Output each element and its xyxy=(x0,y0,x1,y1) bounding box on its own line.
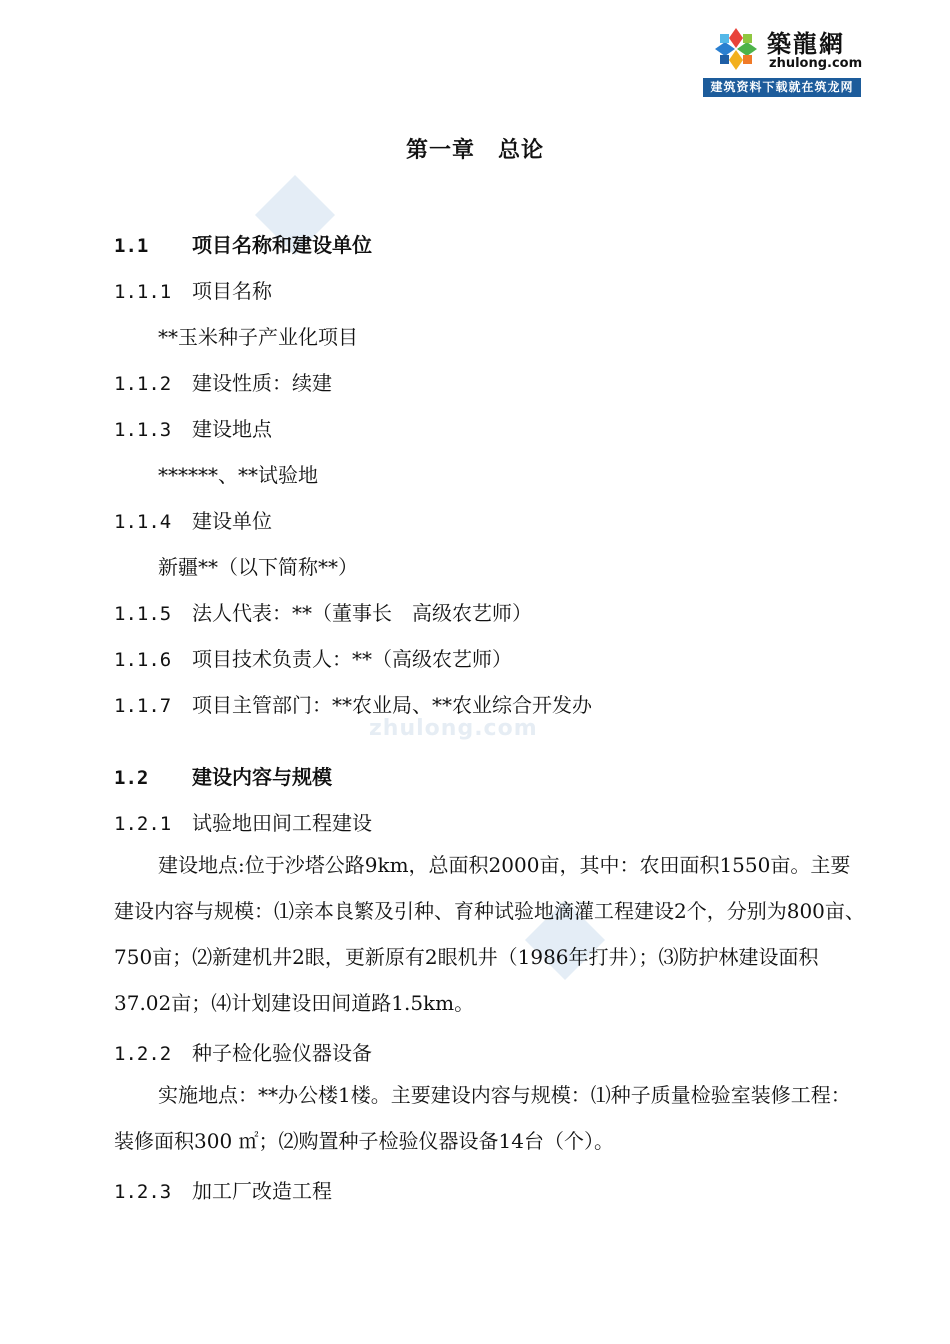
body-line: ******、**试验地 xyxy=(158,463,318,487)
section-heading-1-1 xyxy=(114,229,372,258)
zhulong-logo[interactable] xyxy=(703,20,861,98)
section-number: 1.2.1 xyxy=(114,813,172,835)
logo-brand-chinese: 築龍網 xyxy=(767,30,845,58)
section-number: 1.2.3 xyxy=(114,1181,172,1203)
section-number: 1.1.1 xyxy=(114,281,172,303)
section-label: 项目技术负责人：**（高级农艺师） xyxy=(192,647,512,671)
section-number: 1.2.2 xyxy=(114,1043,172,1065)
body-paragraph-field-works: 建设地点:位于沙塔公路9km，总面积2000亩，其中：农田面积1550亩。主要建设内容与规模：⑴亲本良繁及引种、育种试验地滴灌工程建设2个，分别为800亩、750亩；⑵新建机井2眼，更新原有2眼机井（1986年打井）；⑶防护林建设面积37.02亩；⑷计划建设田间道路1.5km。 xyxy=(114,853,865,1015)
subsection-1-2-1 xyxy=(114,807,372,836)
logo-brand-english: zhulong.com xyxy=(769,56,863,71)
section-number: 1.2 xyxy=(114,767,149,789)
section-heading-1-2 xyxy=(114,761,332,790)
section-number: 1.1.6 xyxy=(114,649,172,671)
section-label: 项目名称和建设单位 xyxy=(192,233,372,257)
watermark-text: zhulong.com xyxy=(369,716,538,741)
subsection-1-2-3 xyxy=(114,1175,332,1204)
section-number: 1.1.5 xyxy=(114,603,172,625)
subsection-1-1-5 xyxy=(114,597,532,626)
section-label: 试验地田间工程建设 xyxy=(192,811,372,835)
section-number: 1.1.4 xyxy=(114,511,172,533)
section-label: 建设单位 xyxy=(192,509,272,533)
section-label: 法人代表：**（董事长 高级农艺师） xyxy=(192,601,532,625)
subsection-1-1-2 xyxy=(114,367,332,396)
pinwheel-logo-icon xyxy=(707,24,765,74)
section-number: 1.1.3 xyxy=(114,419,172,441)
section-number: 1.1.2 xyxy=(114,373,172,395)
section-number: 1.1.7 xyxy=(114,695,172,717)
section-label: 建设内容与规模 xyxy=(192,765,332,789)
subsection-1-1-1 xyxy=(114,275,272,304)
section-label: 建设地点 xyxy=(192,417,272,441)
logo-slogan: 建筑资料下载就在筑龙网 xyxy=(703,78,861,97)
section-label: 种子检化验仪器设备 xyxy=(192,1041,372,1065)
section-number: 1.1 xyxy=(114,235,149,257)
subsection-1-1-4 xyxy=(114,505,272,534)
section-label: 加工厂改造工程 xyxy=(192,1179,332,1203)
chapter-title: 第一章 总论 xyxy=(405,138,544,163)
section-label: 项目主管部门：**农业局、**农业综合开发办 xyxy=(192,693,592,717)
subsection-1-2-2 xyxy=(114,1037,372,1066)
body-line: 新疆**（以下简称**） xyxy=(158,555,358,579)
section-label: 建设性质：续建 xyxy=(192,371,332,395)
body-line: **玉米种子产业化项目 xyxy=(158,325,358,349)
subsection-1-1-6 xyxy=(114,643,512,672)
body-paragraph-seed-lab: 实施地点：**办公楼1楼。主要建设内容与规模：⑴种子质量检验室装修工程：装修面积300 ㎡；⑵购置种子检验仪器设备14台（个）。 xyxy=(114,1083,851,1153)
section-label: 项目名称 xyxy=(192,279,272,303)
subsection-1-1-3 xyxy=(114,413,272,442)
subsection-1-1-7 xyxy=(114,689,592,718)
